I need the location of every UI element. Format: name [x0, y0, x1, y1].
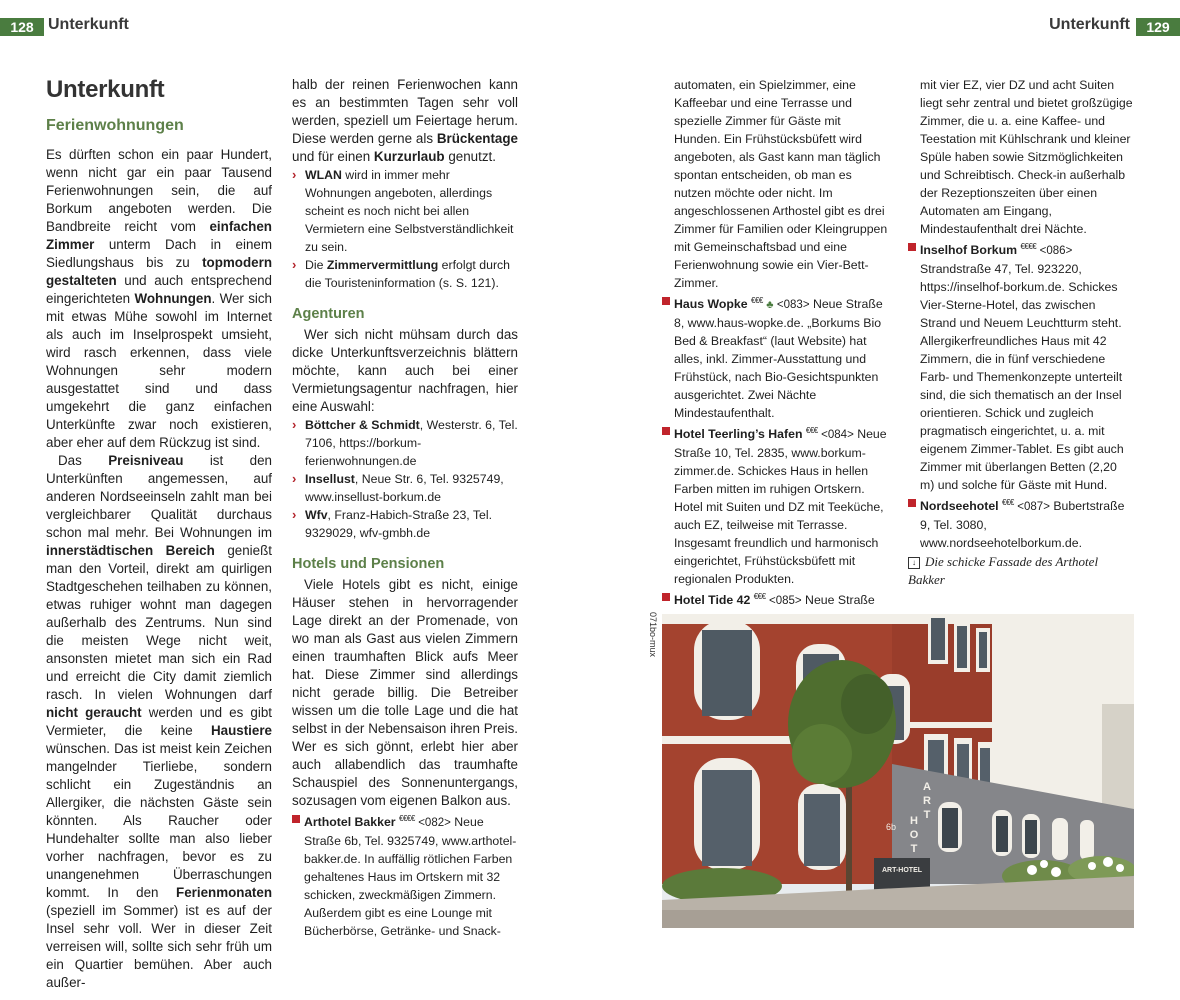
- running-title-right: Unterkunft: [1049, 16, 1130, 33]
- hotel-photo: [662, 614, 1134, 928]
- list-item: › Böttcher & Schmidt, Westerstr. 6, Tel. 7106, https://borkum-ferienwohnungen.de: [292, 417, 518, 468]
- chapter-title: Unterkunft: [46, 76, 165, 103]
- list-item: › Die Zimmervermittlung erfolgt durch die Touristeninformation (s. S. 121).: [292, 257, 511, 290]
- listing-nordseehotel: Nordseehotel €€€ <087> Bubertstraße 9, Tel. 3080, www.nordseehotelborkum.de.: [908, 494, 1134, 552]
- page-number-left: 128: [0, 18, 44, 36]
- arrow-icon: ›: [292, 507, 297, 522]
- bullet-square-icon: [662, 593, 670, 601]
- paragraph: halb der reinen Ferienwochen kann es an bestimmten Tagen sehr voll werden, speziell um Feiertage herum. Diese werden gerne als Brückentage und für einen Kurzurlaub genutzt.: [292, 77, 518, 164]
- bullet-square-icon: [908, 243, 916, 251]
- eco-leaf-icon: ♣: [766, 299, 774, 312]
- listing-continuation: automaten, ein Spielzimmer, eine Kaffeebar und eine Terrasse und spezielle Zimmer für Gäste mit Hunden. Ein Frühstücksbüfett wird angeboten, als Gast kann man täglich spontan entscheiden, ob man es nutzen möchte oder nicht. Im angeschlossenen Arthostel gibt es drei Zimmer für Familien oder Kleingruppen mit Gemeinschaftsbad und eine Ferienwohnung sowie ein Vier-Bett-Zimmer.: [674, 78, 888, 290]
- column-4: [908, 76, 1134, 552]
- bullet-square-icon: [662, 427, 670, 435]
- running-title-left: Unterkunft: [48, 16, 129, 33]
- paragraph: Wer sich nicht mühsam durch das dicke Unterkunftsverzeichnis blättern möchte, kann auch bei einer Vermietungsagentur nachfragen, hier eine Auswahl:: [292, 327, 518, 414]
- facade-letter: R: [923, 795, 931, 807]
- listing-continuation: mit vier EZ, vier DZ und acht Suiten liegt sehr zentral und bietet großzügige Zimmer, die u. a. eine Kaffee- und Teestation mit Kühlschrank und kleiner Spüle haben sowie Sitzmöglichkeiten und Schreibtisch. Check-in außerhalb der Rezeptionszeiten über einen Automaten am Eingang, Mindestaufenthalt drei Nächte.: [920, 78, 1133, 236]
- arrow-icon: ›: [292, 471, 297, 486]
- column-2: [292, 76, 518, 940]
- list-item: › Insellust, Neue Str. 6, Tel. 9325749, www.insellust-borkum.de: [292, 471, 504, 504]
- bullet-square-icon: [662, 297, 670, 305]
- caption-arrow-icon: ↓: [908, 557, 920, 569]
- section-title-hotels: Hotels und Pensionen: [292, 556, 445, 572]
- photo-caption: ↓ Die schicke Fassade des Arthotel Bakker: [908, 554, 1099, 587]
- paragraph: Es dürften schon ein paar Hundert, wenn nicht gar ein paar Tausend Ferienwohnungen sein, die auf Borkum angeboten werden. Die Bandbreite reicht vom einfachen Zimmer unterm Dach in einem Siedlungshaus bis zu topmodern gestalteten und auch entsprechend eingerichteten Wohnungen. Wer sich mit etwas Mühe sowohl im Internet als auch im Inselprospekt umsieht, wird rasch erkennen, dass viele Wohnungen sehr modern ausgestattet sind und dass umgekehrt die ganz einfachen Unterkünfte zwar noch existieren, aber eher auf dem Rückzug ist sind.: [46, 147, 273, 450]
- listing-inselhof-borkum: Inselhof Borkum €€€€ <086> Strandstraße 47, Tel. 923220, https://inselhof-borkum.de. Schickes Vier-Sterne-Hotel, das zwischen Strand und Neuem Leuchtturm steht. Allergikerfreundliches Haus mit 42 Zimmern, die in fünf verschiedene Farb- und Themenkonzepte unterteilt sind, die sich thematisch an der Insel orientieren. Schick und zugleich pragmatisch eingerichtet, u. a. mit eigenem Zimmer-Tablet. Es gibt auch Zimmer mit überlangen Betten (2,20 m) und solche für Gäste mit Hund.: [908, 238, 1134, 494]
- agency-list: [292, 416, 518, 542]
- facade-letter: A: [923, 781, 931, 793]
- listing-arthotel-bakker: Arthotel Bakker €€€€ <082> Neue Straße 6b, Tel. 9325749, www.arthotel-bakker.de. In auffällig rötlichen Farben gehaltenes Haus im Ortskern mit 32 schicken, zweckmäßigen Zimmern. Außerdem gibt es eine Lounge mit Bücherbörse, Getränke- und Snack-: [292, 810, 518, 940]
- list-item: › WLAN wird in immer mehr Wohnungen angeboten, allerdings scheint es noch nicht bei allen Vermietern eine Selbstverständlichkeit zu sein.: [292, 167, 514, 254]
- arrow-icon: ›: [292, 417, 297, 432]
- photo-credit: 071bo-mux: [648, 612, 658, 658]
- bullet-square-icon: [292, 815, 300, 823]
- paragraph: Viele Hotels gibt es nicht, einige Häuser stehen in hervorragender Lage direkt an der Promenade, von wo man als Gast aus vielen Zimmern einen traumhaften Blick aufs Meer hat. Diese Zimmer sind allerdings nicht gerade billig. Die Betreiber wissen um die tolle Lage und die hat selbst in der Nebensaison ihren Preis. Wer es sich gönnt, erlebt hier aber auch allabendlich das traumhafte Schauspiel des Sonnenuntergangs, sozusagen vom eigenen Balkon aus.: [292, 577, 518, 808]
- list-item: › Wfv, Franz-Habich-Straße 23, Tel. 9329029, wfv-gmbh.de: [292, 507, 493, 540]
- arthotel-facade-image: [662, 614, 1134, 928]
- column-3: [662, 76, 888, 664]
- house-number: 6b: [886, 822, 897, 832]
- listing-haus-wopke: Haus Wopke €€€ ♣ <083> Neue Straße 8, www.haus-wopke.de. „Borkums Bio Bed & Breakfast“ (laut Website) hat alles, inkl. Zimmer-Ausstattung und Frühstück, nach Bio-Gesichtspunkten ausgerichtet. Zwei Nächte Mindestaufenthalt.: [662, 292, 888, 422]
- section-title-ferienwohnungen: Ferienwohnungen: [46, 117, 184, 134]
- facade-letter: H: [910, 815, 918, 827]
- facade-letter: T: [910, 843, 918, 855]
- arrow-icon: ›: [292, 257, 297, 272]
- paragraph: Das Preisniveau ist den Unterkünften angemessen, auf anderen Nordseeinseln zahlt man bei vergleichbarer Qualität durchaus schon mal mehr. Bei Wohnungen im innerstädtischen Bereich genießt man den Vorteil, direkt am quirligen Stadtgeschehen teilhaben zu können, etwas ruhiger wohnt man dagegen außerhalb des Zentrums. Nun sind die meisten Wege nicht weit, ansonsten mietet man sich ein Rad und erreicht die City damit ziemlich rasch. In vielen Wohnungen darf nicht geraucht werden und es gibt Vermieter, die keine Haustiere wünschen. Das ist meist kein Zeichen mangelnder Tierliebe, sondern schlicht ein Zugeständnis an Allergiker, die nächsten Gäste sein könnten. Als Raucher oder Hundehalter sollte man also lieber vorher nachfragen, bevor es zu unangenehmen Überraschungen kommt. In den Ferienmonaten (speziell im Sommer) ist es auf der Insel sehr voll. Wer in dieser Zeit verreisen will, sollte sich sehr früh um ein Quartier bemühen. Aber auch außer-: [46, 453, 273, 990]
- svg-text:ART-HOTEL: ART-HOTEL: [881, 867, 923, 874]
- tip-list: [292, 166, 518, 292]
- section-title-agenturen: Agenturen: [292, 306, 365, 322]
- facade-letter: O: [909, 829, 919, 841]
- listing-teerlings-hafen: Hotel Teerling’s Hafen €€€ <084> Neue Straße 10, Tel. 2835, www.borkum-zimmer.de. Schickes Haus in hellen Farben mitten im ruhigen Ortskern. Hotel mit Suiten und DZ mit Teeküche, auch EZ, teilweise mit Terrasse. Insgesamt freundlich und harmonisch eingerichtet, Frühstücksbüfett mit regionalen Produkten.: [662, 422, 888, 588]
- listing-tide-42: Hotel Tide 42 €€€ <085> Neue Straße: [662, 588, 888, 664]
- page-number-right: 129: [1136, 18, 1180, 36]
- arrow-icon: ›: [292, 167, 297, 182]
- column-1: [46, 76, 272, 992]
- bullet-square-icon: [908, 499, 916, 507]
- facade-letter: T: [923, 809, 931, 821]
